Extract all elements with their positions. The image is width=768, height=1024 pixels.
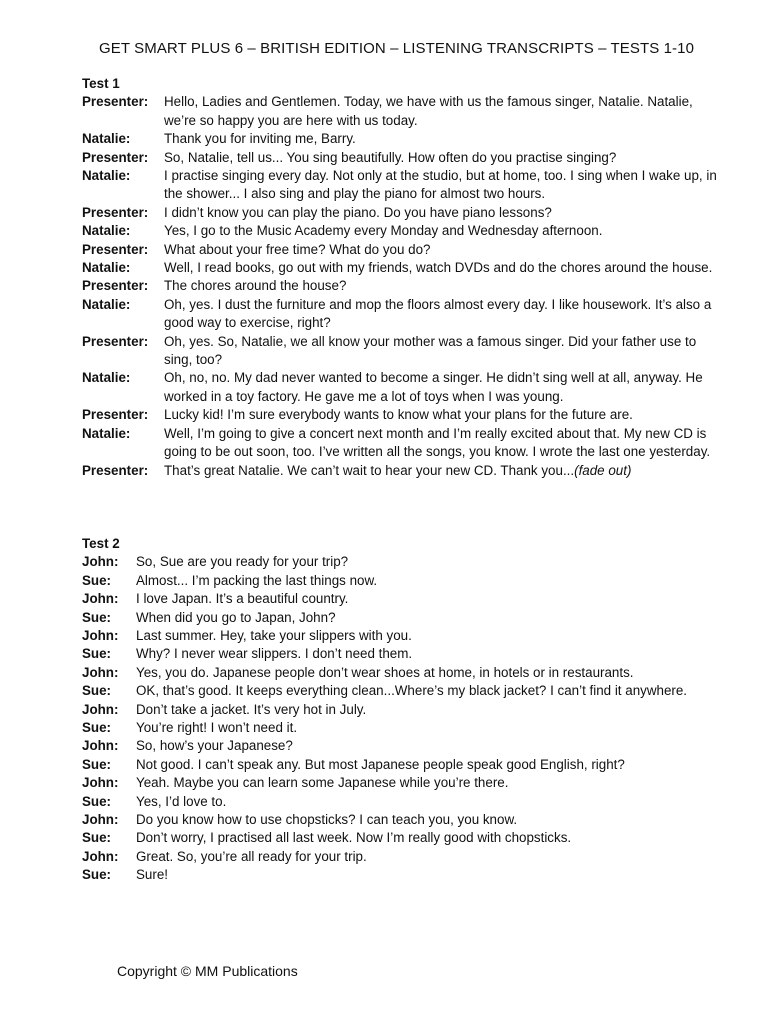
dialogue-text: Oh, yes. I dust the furniture and mop the floors almost every day. I like housework. It’s also a good way to exercise, right? <box>164 296 712 331</box>
dialogue-lines <box>82 553 722 884</box>
dialogue-text: Do you know how to use chopsticks? I can teach you, you know. <box>136 812 518 828</box>
speaker-label: Natalie: <box>82 370 131 386</box>
speaker-label: Sue: <box>82 646 112 662</box>
dialogue-line <box>82 774 722 792</box>
speaker-label: John: <box>82 775 119 791</box>
dialogue-text: So, Natalie, tell us... You sing beautifully. How often do you practise singing? <box>164 149 617 165</box>
dialogue-text: I didn’t know you can play the piano. Do you have piano lessons? <box>164 204 552 220</box>
speaker-label: Sue: <box>82 830 112 846</box>
speaker-label: Presenter: <box>82 278 149 294</box>
dialogue-text: Why? I never wear slippers. I don’t need them. <box>136 646 413 662</box>
dialogue-line <box>82 627 722 645</box>
dialogue-text: Thank you for inviting me, Barry. <box>164 131 356 147</box>
speaker-label: John: <box>82 664 119 680</box>
dialogue-line <box>82 369 722 406</box>
speaker-label: Presenter: <box>82 333 149 349</box>
speaker-label: Sue: <box>82 867 112 883</box>
dialogue-text: Don’t worry, I practised all last week. Now I’m really good with chopsticks. <box>136 830 572 846</box>
dialogue-text: Not good. I can’t speak any. But most Japanese people speak good English, right? <box>136 756 625 772</box>
dialogue-line <box>82 811 722 829</box>
dialogue-line <box>82 167 722 204</box>
dialogue-line <box>82 719 722 737</box>
speaker-label: Presenter: <box>82 94 149 110</box>
dialogue-text: Yes, I go to the Music Academy every Monday and Wednesday afternoon. <box>164 223 603 239</box>
dialogue-text: Yes, I’d love to. <box>136 793 227 809</box>
dialogue-text: Oh, yes. So, Natalie, we all know your mother was a famous singer. Did your father use to sing, too? <box>164 333 697 368</box>
speaker-label: Natalie: <box>82 296 131 312</box>
dialogue-line <box>82 664 722 682</box>
speaker-label: Presenter: <box>82 462 149 478</box>
speaker-label: Natalie: <box>82 260 131 276</box>
dialogue-line <box>82 241 722 259</box>
dialogue-text: Well, I’m going to give a concert next month and I’m really excited about that. My new CD is going to be out soon, too. I’ve written all the songs, you know. I wrote the last one yesterday. <box>164 425 711 460</box>
test-2-transcript <box>82 535 722 885</box>
speaker-label: John: <box>82 812 119 828</box>
dialogue-lines <box>82 93 722 480</box>
dialogue-line <box>82 572 722 590</box>
dialogue-line <box>82 93 722 130</box>
speaker-label: John: <box>82 554 119 570</box>
dialogue-text: When did you go to Japan, John? <box>136 609 336 625</box>
dialogue-line <box>82 756 722 774</box>
dialogue-line <box>82 222 722 240</box>
copyright-footer: Copyright © MM Publications <box>117 963 298 979</box>
dialogue-text: You’re right! I won’t need it. <box>136 720 298 736</box>
speaker-label: John: <box>82 848 119 864</box>
speaker-label: Sue: <box>82 793 112 809</box>
dialogue-line <box>82 296 722 333</box>
dialogue-line <box>82 130 722 148</box>
test-title: Test 2 <box>82 536 120 551</box>
speaker-label: Natalie: <box>82 425 131 441</box>
dialogue-line <box>82 829 722 847</box>
speaker-label: Sue: <box>82 683 112 699</box>
dialogue-line <box>82 277 722 295</box>
dialogue-text: What about your free time? What do you do? <box>164 241 431 257</box>
dialogue-text: Well, I read books, go out with my friends, watch DVDs and do the chores around the house. <box>164 260 713 276</box>
dialogue-text: Lucky kid! I’m sure everybody wants to know what your plans for the future are. <box>164 407 633 423</box>
dialogue-line <box>82 737 722 755</box>
dialogue-text: So, how’s your Japanese? <box>136 738 293 754</box>
speaker-label: John: <box>82 628 119 644</box>
speaker-label: Sue: <box>82 756 112 772</box>
dialogue-line <box>82 701 722 719</box>
speaker-label: Presenter: <box>82 149 149 165</box>
dialogue-line <box>82 259 722 277</box>
dialogue-text: Almost... I’m packing the last things now. <box>136 572 378 588</box>
dialogue-text: Yeah. Maybe you can learn some Japanese while you’re there. <box>136 775 509 791</box>
dialogue-text: Last summer. Hey, take your slippers with you. <box>136 628 412 644</box>
dialogue-text: Oh, no, no. My dad never wanted to become a singer. He didn’t sing well at all, anyway. He worked in a toy factory. He gave me a lot of toys when I was young. <box>164 370 703 404</box>
dialogue-text: I love Japan. It’s a beautiful country. <box>136 591 349 607</box>
dialogue-line <box>82 609 722 627</box>
dialogue-line <box>82 848 722 866</box>
test-title: Test 1 <box>82 76 120 91</box>
dialogue-text: Hello, Ladies and Gentlemen. Today, we have with us the famous singer, Natalie. Natalie, we’re so happy you are here with us today. <box>164 94 693 128</box>
speaker-label: Sue: <box>82 572 112 588</box>
dialogue-line <box>82 590 722 608</box>
speaker-label: John: <box>82 591 119 607</box>
speaker-label: Natalie: <box>82 168 131 184</box>
dialogue-text: Don’t take a jacket. It’s very hot in July. <box>136 701 367 717</box>
dialogue-line <box>82 462 722 480</box>
speaker-label: John: <box>82 738 119 754</box>
dialogue-line <box>82 149 722 167</box>
dialogue-line <box>82 645 722 663</box>
speaker-label: Presenter: <box>82 241 149 257</box>
speaker-label: John: <box>82 701 119 717</box>
dialogue-text: OK, that’s good. It keeps everything clean...Where’s my black jacket? I can’t find it anywhere. <box>136 683 688 699</box>
dialogue-line <box>82 406 722 424</box>
stage-direction: (fade out) <box>574 462 632 478</box>
dialogue-text: That’s great Natalie. We can’t wait to hear your new CD. Thank you... <box>164 462 575 478</box>
dialogue-text: So, Sue are you ready for your trip? <box>136 554 349 570</box>
dialogue-line <box>82 425 722 462</box>
dialogue-text: I practise singing every day. Not only at the studio, but at home, too. I sing when I wake up, in the shower... I also sing and play the piano for almost two hours. <box>164 168 717 202</box>
speaker-label: Natalie: <box>82 131 131 147</box>
speaker-label: Sue: <box>82 720 112 736</box>
test-1-transcript <box>82 75 722 480</box>
speaker-label: Presenter: <box>82 204 149 220</box>
dialogue-text: Sure! <box>136 867 169 883</box>
dialogue-line <box>82 553 722 571</box>
dialogue-line <box>82 204 722 222</box>
dialogue-text: The chores around the house? <box>164 278 347 294</box>
speaker-label: Sue: <box>82 609 112 625</box>
speaker-label: Presenter: <box>82 407 149 423</box>
speaker-label: Natalie: <box>82 223 131 239</box>
dialogue-text: Yes, you do. Japanese people don’t wear shoes at home, in hotels or in restaurants. <box>136 664 634 680</box>
dialogue-text: Great. So, you’re all ready for your trip. <box>136 848 367 864</box>
dialogue-line <box>82 682 722 700</box>
dialogue-text-with-aside <box>164 462 722 480</box>
dialogue-line <box>82 793 722 811</box>
page-header: GET SMART PLUS 6 – BRITISH EDITION – LISTENING TRANSCRIPTS – TESTS 1-10 <box>99 40 695 57</box>
dialogue-line <box>82 333 722 370</box>
dialogue-line <box>82 866 722 884</box>
